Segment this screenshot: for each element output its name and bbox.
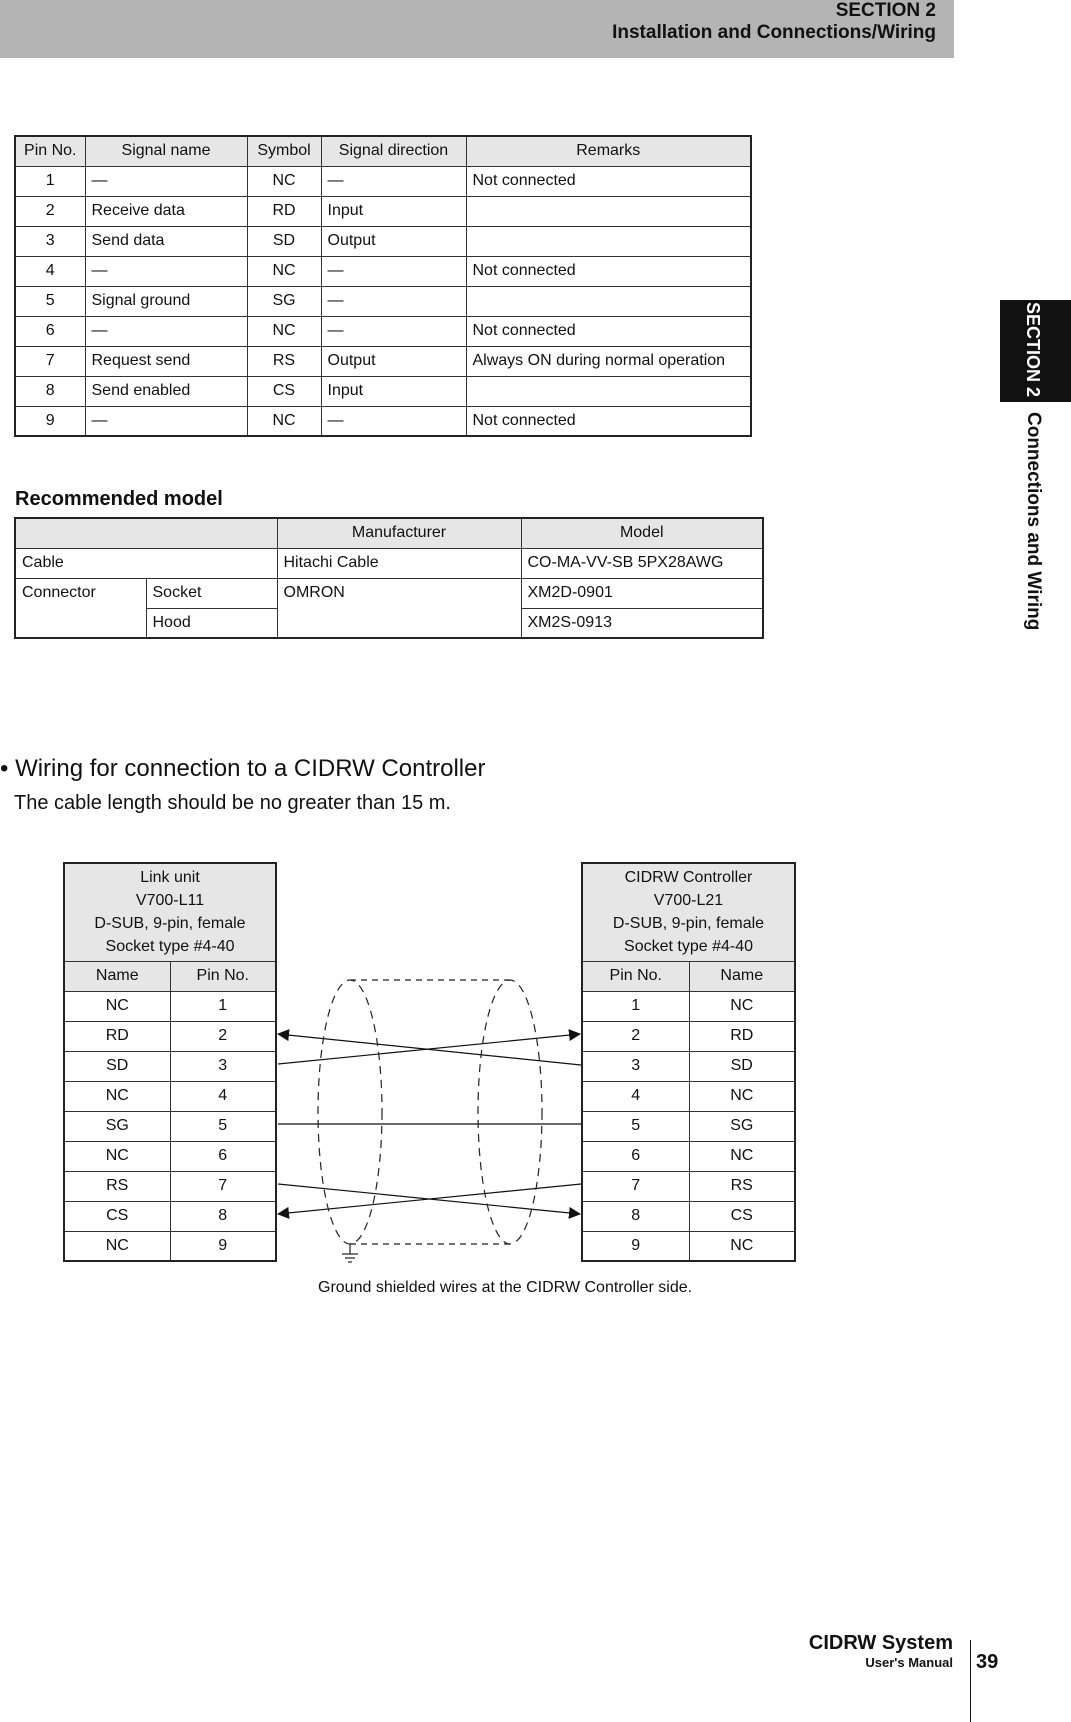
link-unit-pin-cell: 8 [170,1201,276,1231]
link-unit-pin-cell: 1 [170,991,276,1021]
controller-pin-cell: 9 [582,1231,689,1261]
controller-pin-row [582,1051,795,1081]
controller-pin-row [582,1201,795,1231]
pin-table-cell: RD [247,196,321,226]
pin-table-cell: — [321,256,466,286]
pin-table-cell: 3 [15,226,85,256]
pin-table-cell: Not connected [466,166,751,196]
pin-table-cell: — [85,406,247,436]
rec-hood-model: XM2S-0913 [521,608,763,638]
pin-table-cell: Not connected [466,316,751,346]
link-unit-pin-cell: 7 [170,1171,276,1201]
link-unit-line2: V700-L11 [135,892,205,910]
rec-connector-label: Connector [15,578,146,638]
controller-pin-cell: 5 [582,1111,689,1141]
pin-table-cell: Send enabled [85,376,247,406]
header-section: SECTION 2 [835,0,936,21]
link-unit-line1: Link unit [140,869,200,887]
pin-table-cell: SG [247,286,321,316]
pin-table-cell: Not connected [466,256,751,286]
pin-table-cell: — [321,286,466,316]
pin-table-cell: Output [321,346,466,376]
pin-table-cell: 8 [15,376,85,406]
controller-line4: Socket type #4-40 [624,938,753,956]
rec-col-model: Model [521,518,763,548]
controller-pin-cell: NC [689,1141,795,1171]
pin-table-cell: — [321,166,466,196]
wiring-subtitle: The cable length should be no greater than 15 m. [14,792,451,814]
controller-pin-row [582,1081,795,1111]
pin-table-cell: Request send [85,346,247,376]
wiring-title: • Wiring for connection to a CIDRW Controller [0,755,486,782]
pin-table-cell: — [321,406,466,436]
controller-pin-cell: 1 [582,991,689,1021]
rec-cable-model: CO-MA-VV-SB 5PX28AWG [521,548,763,578]
rec-hood-label: Hood [146,608,277,638]
col-signal-direction: Signal direction [321,136,466,166]
link-unit-pin-cell: NC [64,991,170,1021]
link-unit-pin-row [64,1171,276,1201]
controller-line3: D-SUB, 9-pin, female [612,915,765,933]
controller-pin-row [582,1171,795,1201]
link-unit-pin-cell: 5 [170,1111,276,1141]
pin-table-cell: 5 [15,286,85,316]
ground-note: Ground shielded wires at the CIDRW Controller side. [318,1279,693,1296]
controller-pin-row [582,1231,795,1261]
pin-table-cell: Output [321,226,466,256]
controller-pin-row [582,991,795,1021]
link-unit-header [64,863,276,961]
side-tab-label: Connections and Wiring [1023,412,1044,631]
col-symbol: Symbol [247,136,321,166]
pin-table-cell: 2 [15,196,85,226]
controller-pin-cell: NC [689,991,795,1021]
rec-cable-label: Cable [15,548,277,578]
controller-col-name: Name [689,961,795,991]
shield-right-end [478,980,542,1244]
link-unit-pin-cell: 3 [170,1051,276,1081]
page-number: 39 [976,1651,999,1673]
pin-table-cell: SD [247,226,321,256]
link-unit-pin-row [64,1021,276,1051]
pin-table-cell: 4 [15,256,85,286]
link-unit-line4: Socket type #4-40 [105,938,235,956]
controller-pin-cell: SD [689,1051,795,1081]
link-unit-pin-row [64,1051,276,1081]
link-unit-col-name: Name [64,961,170,991]
link-unit-pin-cell: 9 [170,1231,276,1261]
controller-pin-cell: 2 [582,1021,689,1051]
pin-table-cell: 6 [15,316,85,346]
rec-connector-manufacturer: OMRON [277,578,521,638]
pin-table-cell: NC [247,316,321,346]
header-title: Installation and Connections/Wiring [612,22,936,43]
controller-pin-cell: 3 [582,1051,689,1081]
link-unit-pin-row [64,1111,276,1141]
pin-table-cell: NC [247,166,321,196]
link-unit-connector-table [63,862,277,1262]
pin-table-cell: Input [321,376,466,406]
link-unit-pin-cell: CS [64,1201,170,1231]
rec-socket-label: Socket [146,578,277,608]
pin-table-cell: Input [321,196,466,226]
col-signal-name: Signal name [85,136,247,166]
rec-cable-manufacturer: Hitachi Cable [277,548,521,578]
pin-table-cell: RS [247,346,321,376]
link-unit-pin-cell: 4 [170,1081,276,1111]
controller-connector-table [581,862,796,1262]
pin-table-cell: Always ON during normal operation [466,346,751,376]
link-unit-pin-cell: RD [64,1021,170,1051]
rec-socket-model: XM2D-0901 [521,578,763,608]
col-remarks: Remarks [466,136,751,166]
controller-line2: V700-L21 [653,892,724,910]
pin-table-cell: CS [247,376,321,406]
link-unit-pin-row [64,1201,276,1231]
pin-table-cell: 7 [15,346,85,376]
link-unit-pin-cell: NC [64,1081,170,1111]
rec-col-manufacturer: Manufacturer [277,518,521,548]
footer-divider [970,1640,971,1722]
controller-col-pin: Pin No. [582,961,689,991]
link-unit-pin-cell: SD [64,1051,170,1081]
link-unit-pin-row [64,1081,276,1111]
controller-pin-cell: NC [689,1231,795,1261]
pin-table-cell: NC [247,406,321,436]
controller-pin-cell: RS [689,1171,795,1201]
link-unit-line3: D-SUB, 9-pin, female [94,915,246,933]
pin-table-cell: — [85,316,247,346]
controller-pin-cell: RD [689,1021,795,1051]
pin-table-cell: 1 [15,166,85,196]
col-pin-no: Pin No. [15,136,85,166]
link-unit-pin-cell: 6 [170,1141,276,1171]
controller-pin-row [582,1021,795,1051]
controller-pin-cell: CS [689,1201,795,1231]
controller-pin-cell: SG [689,1111,795,1141]
controller-pin-cell: 7 [582,1171,689,1201]
controller-pin-cell: 8 [582,1201,689,1231]
pin-table-cell: Signal ground [85,286,247,316]
controller-line1: CIDRW Controller [624,869,753,887]
controller-header [582,863,795,961]
link-unit-pin-row [64,991,276,1021]
pin-table-cell: — [85,166,247,196]
pin-table-cell: — [321,316,466,346]
link-unit-pin-cell: SG [64,1111,170,1141]
controller-pin-row [582,1141,795,1171]
controller-pin-cell: 4 [582,1081,689,1111]
pin-table-cell: Receive data [85,196,247,226]
footer-brand: CIDRW System [808,1632,953,1654]
footer-subtitle: User's Manual [865,1655,953,1670]
link-unit-pin-cell: RS [64,1171,170,1201]
pin-table-cell: — [85,256,247,286]
recommended-model-title: Recommended model [15,488,223,510]
pin-table-cell: Send data [85,226,247,256]
link-unit-col-pin: Pin No. [170,961,276,991]
pin-table-cell: NC [247,256,321,286]
pin-table-cell: Not connected [466,406,751,436]
link-unit-pin-row [64,1141,276,1171]
link-unit-pin-cell: NC [64,1231,170,1261]
link-unit-pin-cell: NC [64,1141,170,1171]
pin-table-cell: 9 [15,406,85,436]
controller-pin-cell: 6 [582,1141,689,1171]
controller-pin-cell: NC [689,1081,795,1111]
side-tab-section: SECTION 2 [1023,302,1043,398]
link-unit-pin-cell: 2 [170,1021,276,1051]
controller-pin-row [582,1111,795,1141]
link-unit-pin-row [64,1231,276,1261]
